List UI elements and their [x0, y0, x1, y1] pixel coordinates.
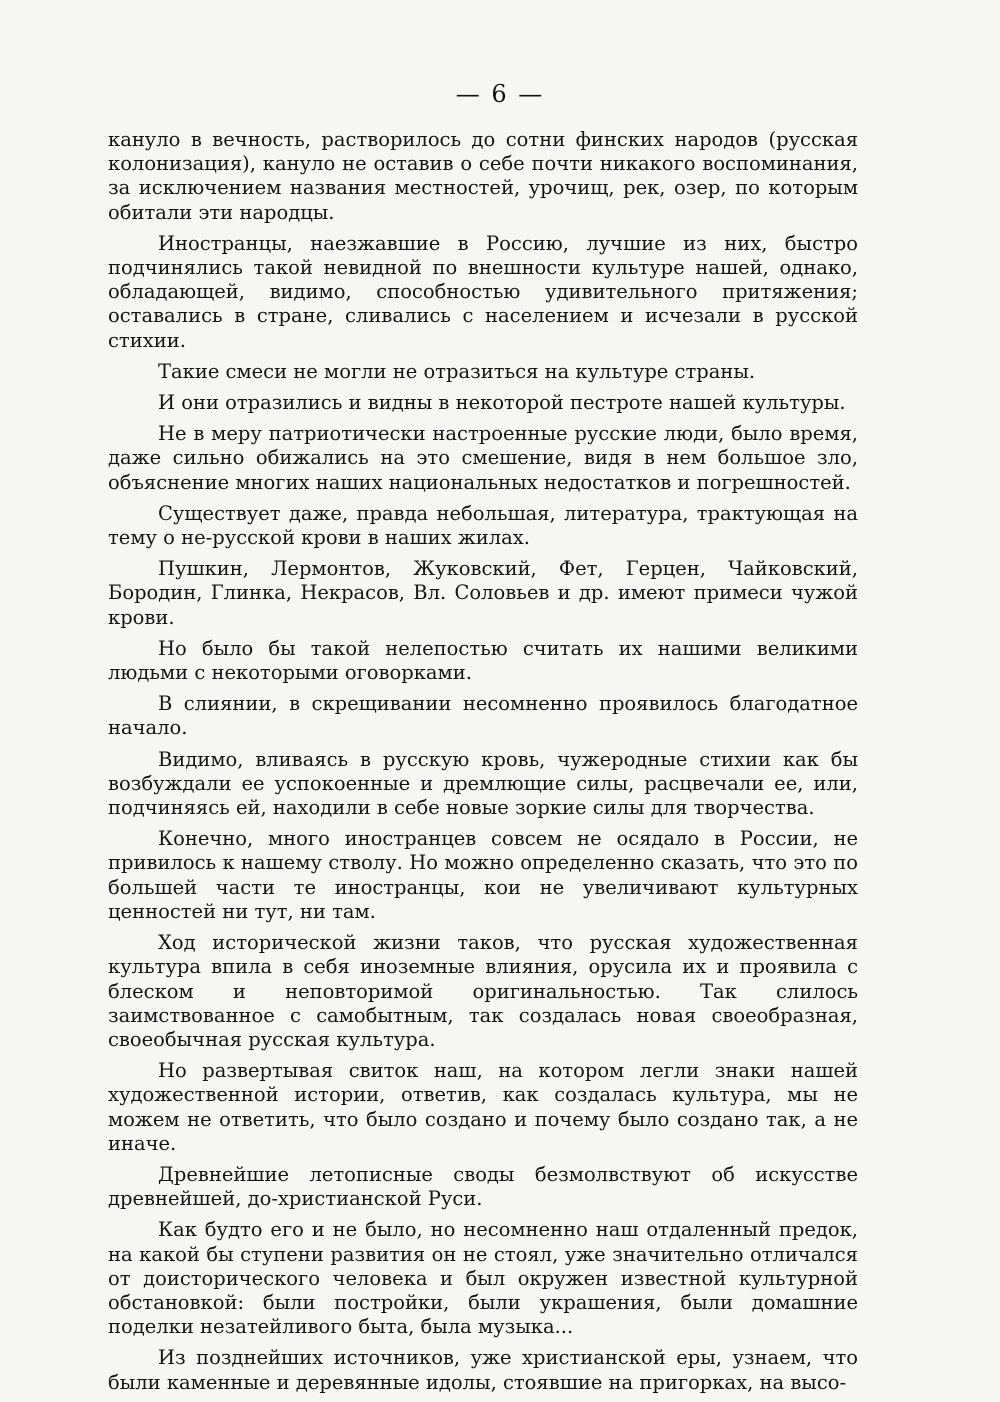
paragraph: В слиянии, в скрещивании несомненно проявилось благодатное начало. [108, 692, 858, 740]
paragraph: Такие смеси не могли не отразиться на культуре страны. [158, 359, 756, 383]
paragraph: Пушкин, Лермонтов, Жуковский, Фет, Герцен, Чайковский, Бородин, Глинка, Некрасов, Вл. Соловьев и др. имеют примеси чужой крови. [108, 557, 858, 629]
paragraph: Из позднейших источников, уже христианской еры, узнаем, что были каменные и деревянные идолы, стоявшие на пригорках, на высо- [108, 1346, 858, 1394]
paragraph: Конечно, много иностранцев совсем не осядало в России, не привилось к нашему стволу. Но можно определенно сказать, что это по большей части те иностранцы, кои не увеличивают культурных ценностей ни тут, ни там. [108, 827, 858, 923]
paragraph: Не в меру патриотически настроенные русские люди, было время, даже сильно обижались на это смешение, видя в нем большое зло, объяснение многих наших национальных недостатков и погрешностей. [108, 422, 858, 494]
paragraph: Иностранцы, наезжавшие в Россию, лучшие из них, быстро подчинялись такой невидной по внешности культуре нашей, однако, обладающей, видимо, способностью удивительного притяжения; оставались в стране, сливались с населением и исчезали в русской стихии. [108, 231, 858, 352]
paragraph: Существует даже, правда небольшая, литература, трактующая на тему о не-русской крови в наших жилах. [108, 501, 858, 550]
paragraph: Но развертывая свиток наш, на котором легли знаки нашей художественной истории, ответив, как создалась культура, мы не можем не ответить, что было создано и почему было создано так, а не иначе. [108, 1059, 858, 1155]
paragraph: Но было бы такой нелепостью считать их нашими великими людьми с некоторыми оговорками. [108, 636, 858, 685]
paragraph: Как будто его и не было, но несомненно наш отдаленный предок, на какой бы ступени развития он не стоял, уже значительно отличался от доисторического человека и был окружен известной культурной обстановкой: были постройки, были украшения, были домашние поделки незатейливого быта, была музыка... [108, 1218, 858, 1339]
page-number: — 6 — [455, 80, 545, 108]
paragraph: кануло в вечность, растворилось до сотни финских народов (русская колонизация), кануло не оставив о себе почти никакого воспоминания, за исключением названия местностей, урочищ, рек, озер, по которым обитали эти народцы. [108, 128, 858, 224]
paragraph: Видимо, вливаясь в русскую кровь, чужеродные стихии как бы возбуждали ее успокоенные и дремлющие силы, расцвечали ее, или, подчиняясь ей, находили в себе новые зоркие силы для творчества. [108, 747, 858, 820]
body-text [108, 128, 858, 1402]
paragraph: Древнейшие летописные своды безмолвствуют об искусстве древнейшей, до-христианской Руси. [108, 1162, 858, 1211]
paragraph: И они отразились и видны в некоторой пестроте нашей культуры. [158, 391, 846, 415]
paragraph: Ход исторической жизни таков, что русская художественная культура впила в себя иноземные влияния, орусила их и проявила с блеском и неповторимой оригинальностью. Так слилось заимствованное с самобытным, так создалась новая своеобразная, своеобычная русская культура. [108, 931, 858, 1051]
